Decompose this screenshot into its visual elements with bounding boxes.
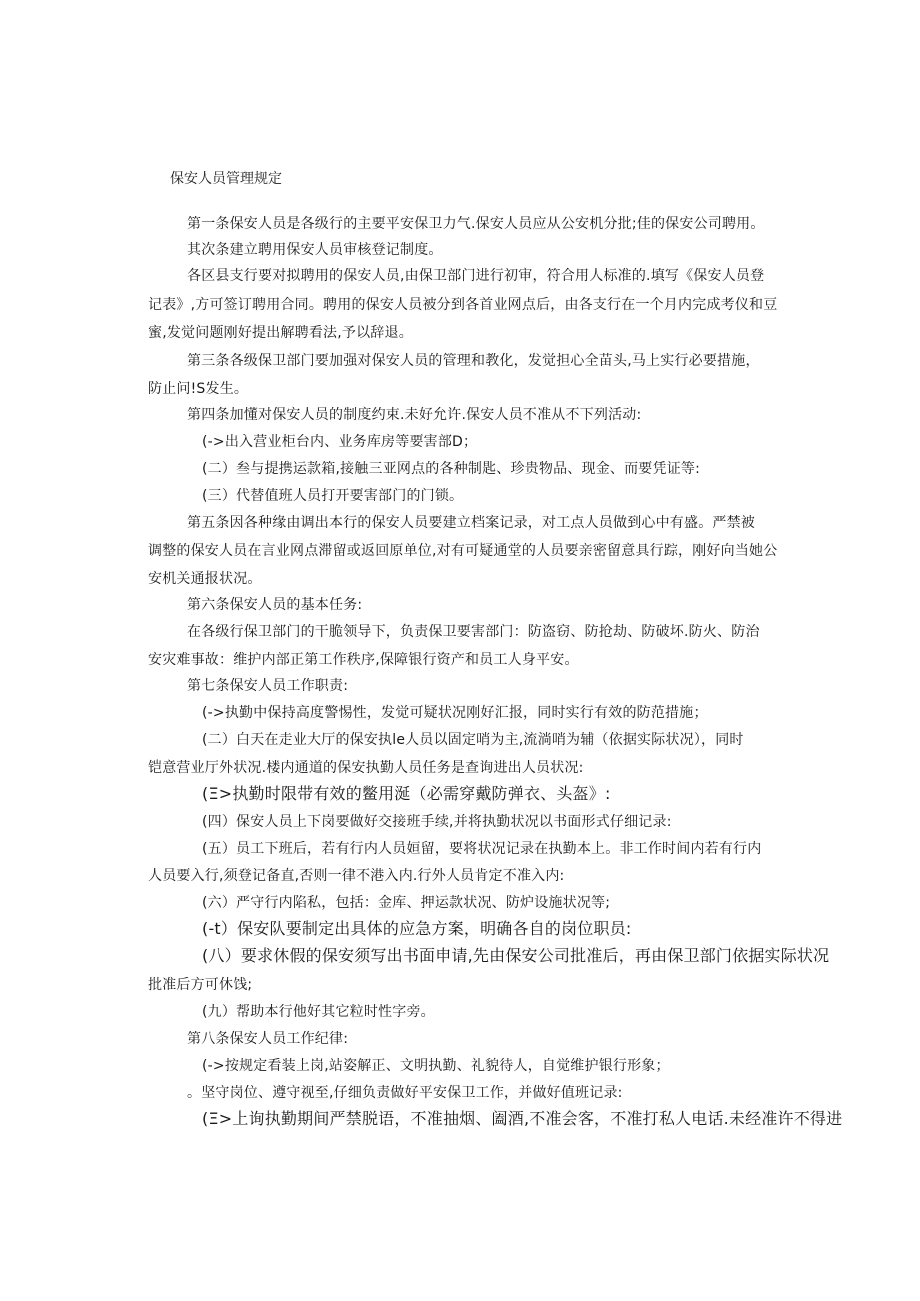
- paragraph-line: 第七条保安人员工作职责:: [187, 678, 349, 694]
- list-item: (Ξ>上询执勤期间严禁脱语，不准抽烟、阖酒,不准会客，不准打私人电话.未经准许不得进: [202, 1109, 843, 1128]
- paragraph-line: 其次条建立聘用保安人员审核登记制度。: [187, 242, 443, 258]
- paragraph-line: 安灾难事故：维护内部正第工作秩序,保障银行资产和员工人身平安。: [148, 652, 579, 668]
- list-item: (->出入营业柜台内、业务库房等要害部D；: [202, 434, 478, 450]
- paragraph-line: 第六条保安人员的基本任务:: [187, 597, 363, 613]
- document-title: 保安人员管理规定: [170, 171, 282, 187]
- paragraph-line: 批准后方可休饯;: [148, 977, 253, 993]
- paragraph-line: 第八条保安人员工作纪律:: [187, 1031, 349, 1047]
- list-item: (四）保安人员上下岗要做好交接班手续,并将执勤状况以书面形式仔细记录:: [202, 814, 672, 830]
- list-item: (二）白天在走业大厅的保安执le人员以固定哨为主,流淌哨为辅（依据实际状况），同时: [202, 732, 744, 748]
- list-item: (->执勤中保持高度警惕性，发觉可疑状况刚好汇报，同时实行有效的防范措施；: [202, 705, 708, 721]
- paragraph-line: 蜜,发觉问题刚好提出解聘看法,予以辞退。: [148, 325, 413, 341]
- list-item: (Ξ>执勤时限带有效的鳖用涎（必需穿戴防弹衣、头盔》:: [202, 784, 611, 803]
- paragraph-line: 记表》,方可签订聘用合同。聘用的保安人员被分到各首业网点后，由各支行在一个月内完成考仪和豆: [148, 297, 778, 313]
- paragraph-line: 铠意营业厅外状况.楼内通道的保安执勤人员任务是查询进出人员状况:: [148, 760, 584, 776]
- list-item: (-t）保安队要制定出具体的应急方案，明确各自的岗位职员:: [202, 919, 632, 938]
- list-item: 。坚守岗位、遵守视至,仔细负责做好平安保卫工作，并做好值班记录:: [187, 1085, 623, 1101]
- list-item: (五）员工下班后，若有行内人员姮留，要将状况记录在执勤本上。非工作时间内若有行内: [202, 841, 762, 857]
- paragraph-line: 人员要入行,须登记备直,否则一律不港入内.行外人员肯定不准入内:: [148, 868, 565, 884]
- list-item: (二）叁与提携运款箱,接触三亚网点的各种制匙、珍贵物品、现金、而要凭证等:: [202, 461, 701, 477]
- paragraph-line: 防止问!S发生。: [148, 381, 249, 397]
- paragraph-line: 第五条因各种缘由调出本行的保安人员要建立档案记录，对工点人员做到心中有盛。严禁被: [187, 515, 755, 531]
- paragraph-line: 调整的保安人员在言业网点滞留或返回原单位,对有可疑通堂的人员要亲密留意具行踪，刚好向当她公: [148, 543, 778, 559]
- paragraph-line: 各区县支行要对拟聘用的保安人员,由保卫部门进行初审，符合用人标准的.填写《保安人员登: [187, 268, 765, 284]
- list-item: (三）代替值班人员打开要害部门的门锁。: [202, 488, 464, 504]
- paragraph-line: 第一条保安人员是各级行的主要平安保卫力气.保安人员应从公安机分批;佳的保安公司聘用。: [187, 216, 765, 232]
- paragraph-line: 第四条加懂对保安人员的制度约束.未好允许.保安人员不准从不下列活动:: [187, 407, 642, 423]
- list-item: (八）要求休假的保安须写出书面申请,先由保安公司批准后，再由保卫部门依据实际状况: [202, 946, 830, 965]
- paragraph-line: 安机关通报状况。: [148, 571, 262, 587]
- paragraph-line: 在各级行保卫部门的干脆领导下，负责保卫要害部门：防盗窃、防抢劫、防破坏.防火、防治: [187, 624, 760, 640]
- list-item: (六）严守行内陷私，包括：金库、押运款状况、防炉设施状况等;: [202, 895, 611, 911]
- paragraph-line: 第三条各级保卫部门要加强对保安人员的管理和教化，发觉担心全苗头,马上实行必要措施，: [187, 353, 760, 369]
- list-item: (九）帮助本行他好其它粒时性字旁。: [202, 1004, 435, 1020]
- list-item: (->按规定看装上岗,站姿解正、文明执勤、礼貌待人，自觉维护银行形象；: [202, 1058, 670, 1074]
